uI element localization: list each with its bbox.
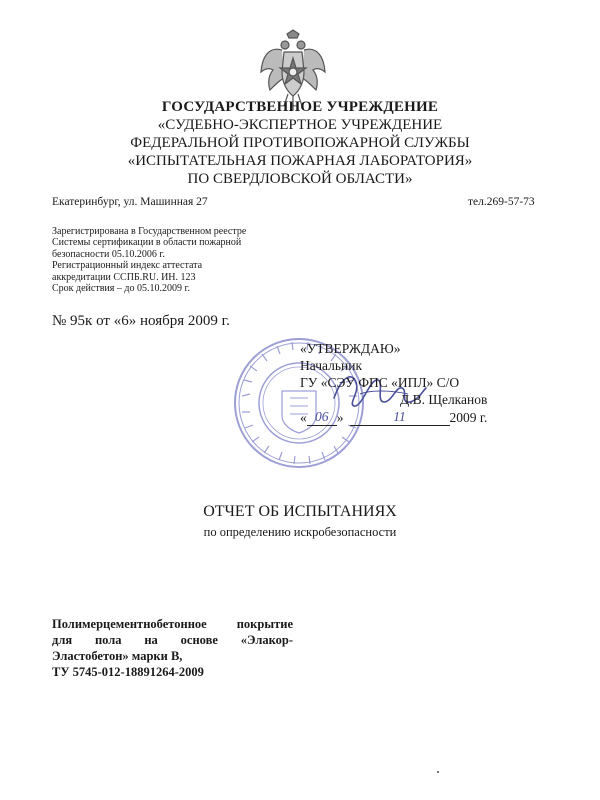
- approver-position: Начальник: [300, 358, 363, 373]
- approval-date: [300, 408, 550, 426]
- date-quote-open: «: [300, 410, 307, 425]
- report-subtitle: по определению искробезопасности: [203, 525, 397, 539]
- org-name-line: ГОСУДАРСТВЕННОЕ УЧРЕЖДЕНИЕ: [161, 99, 439, 115]
- registration-line: Срок действия – до 05.10.2009 г.: [52, 283, 190, 295]
- org-name-line: ФЕДЕРАЛЬНОЙ ПРОТИВОПОЖАРНОЙ СЛУЖБЫ: [130, 135, 470, 151]
- product-word: для: [52, 633, 73, 647]
- product-line: [52, 616, 293, 632]
- product-description: [52, 616, 293, 680]
- product-word: основе: [180, 633, 218, 647]
- date-month: 11: [350, 408, 450, 426]
- registration-line: Зарегистрирована в Государственном реестре: [52, 226, 247, 237]
- approver-organization: ГУ «СЭУ ФПС «ИПЛ» С/О: [300, 375, 460, 390]
- registration-info: [52, 226, 252, 294]
- date-day: 06: [307, 408, 337, 426]
- organization-header: [0, 98, 600, 188]
- product-line: ТУ 5745-012-18891264-2009: [52, 665, 204, 679]
- org-name-line: «ИСПЫТАТЕЛЬНАЯ ПОЖАРНАЯ ЛАБОРАТОРИЯ»: [127, 153, 473, 169]
- organization-address: Екатеринбург, ул. Машинная 27: [52, 196, 208, 208]
- report-title: ОТЧЕТ ОБ ИСПЫТАНИЯХ: [203, 503, 397, 520]
- registration-line: Системы сертификации в области пожарной: [52, 237, 242, 249]
- date-year: 2009 г.: [449, 410, 488, 425]
- product-word: на: [144, 633, 158, 647]
- registration-line: безопасности 05.10.2006 г.: [52, 248, 165, 260]
- registration-line: Регистрационный индекс аттестата: [52, 260, 203, 272]
- product-line: [52, 632, 293, 648]
- org-name-line: «СУДЕБНО-ЭКСПЕРТНОЕ УЧРЕЖДЕНИЕ: [157, 117, 443, 133]
- product-word: покрытие: [236, 617, 293, 631]
- product-word: «Элакор-: [240, 633, 293, 647]
- registration-line: аккредитации ССПБ.RU. ИН. 123: [52, 271, 196, 283]
- approval-heading: «УТВЕРЖДАЮ»: [300, 341, 401, 356]
- org-name-line: ПО СВЕРДЛОВСКОЙ ОБЛАСТИ»: [187, 171, 413, 187]
- speck-mark: [437, 771, 439, 773]
- document-number: № 95к от «6» ноября 2009 г.: [52, 313, 230, 329]
- product-line: Эластобетон» марки В,: [52, 649, 183, 663]
- organization-phone: тел.269-57-73: [468, 196, 535, 208]
- product-word: пола: [94, 633, 122, 647]
- date-quote-close: »: [336, 410, 344, 425]
- product-word: Полимерцементнобетонное: [52, 617, 207, 631]
- approver-name: Д.В. Щелканов: [400, 392, 488, 407]
- approval-block: [300, 340, 550, 426]
